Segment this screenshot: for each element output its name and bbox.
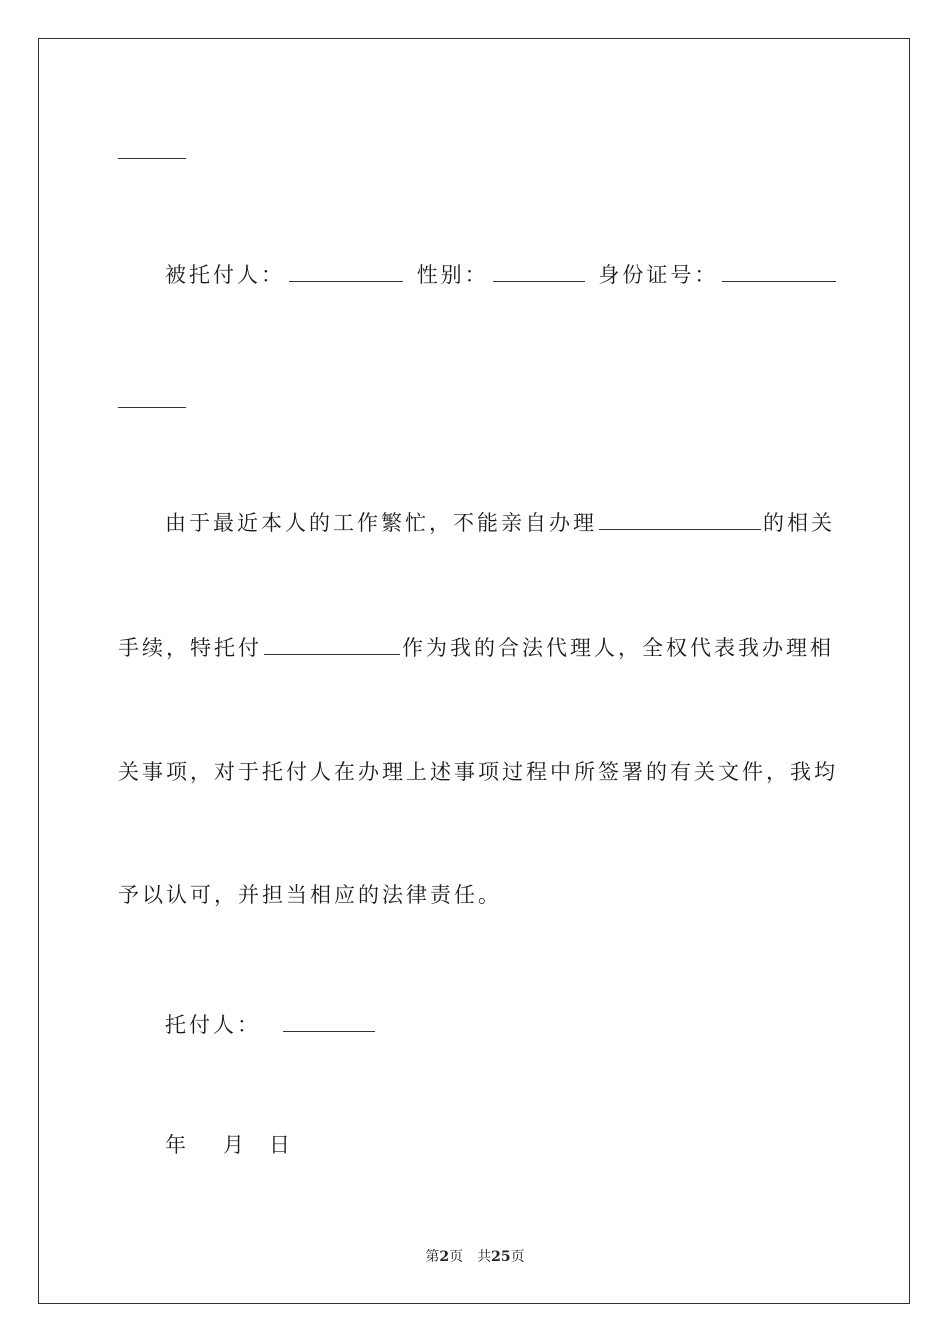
footer-total-prefix: 共 — [477, 1249, 492, 1265]
principal-info-line — [165, 260, 840, 290]
page-footer — [0, 1246, 950, 1266]
footer-prefix: 第 — [425, 1249, 440, 1265]
date-year-label: 年 — [165, 1133, 189, 1157]
paragraph-text: 作为我的合法代理人，全权代表我办理相 — [402, 636, 834, 660]
date-line — [165, 1130, 293, 1160]
continuation-blank-id[interactable] — [118, 407, 186, 408]
principal-id-label: 身份证号： — [598, 263, 719, 287]
date-day-label: 日 — [269, 1133, 293, 1157]
principal-name-field[interactable] — [289, 261, 403, 282]
paragraph-text: 由于最近本人的工作繁忙，不能亲自办理 — [165, 511, 597, 535]
paragraph-text: 的相关 — [763, 511, 835, 535]
footer-total-pages: 25 — [491, 1249, 511, 1265]
paragraph-line-2 — [118, 633, 834, 663]
date-month-label: 月 — [223, 1133, 247, 1157]
continuation-blank-top[interactable] — [118, 158, 186, 159]
footer-page-unit: 页 — [449, 1249, 464, 1265]
paragraph-line-1 — [165, 508, 835, 538]
footer-total-unit: 页 — [510, 1249, 525, 1265]
paragraph-text: 予以认可，并担当相应的法律责任。 — [118, 883, 502, 907]
principal-gender-field[interactable] — [493, 261, 585, 282]
signature-label: 托付人： — [165, 1013, 261, 1037]
principal-name-label: 被托付人： — [165, 263, 285, 287]
paragraph-text: 关事项，对于托付人在办理上述事项过程中所签署的有关文件，我均 — [118, 760, 838, 784]
paragraph-line-4 — [118, 880, 502, 910]
paragraph-line-3 — [118, 757, 838, 787]
signature-line — [165, 1010, 379, 1040]
signature-field[interactable] — [283, 1011, 375, 1032]
principal-id-field[interactable] — [722, 261, 836, 282]
principal-gender-label: 性别： — [416, 263, 489, 287]
footer-page-number: 2 — [439, 1249, 450, 1265]
paragraph-text: 手续，特托付 — [118, 636, 262, 660]
page-border — [38, 38, 910, 1304]
agent-field[interactable] — [264, 634, 400, 655]
matter-field[interactable] — [599, 509, 761, 530]
